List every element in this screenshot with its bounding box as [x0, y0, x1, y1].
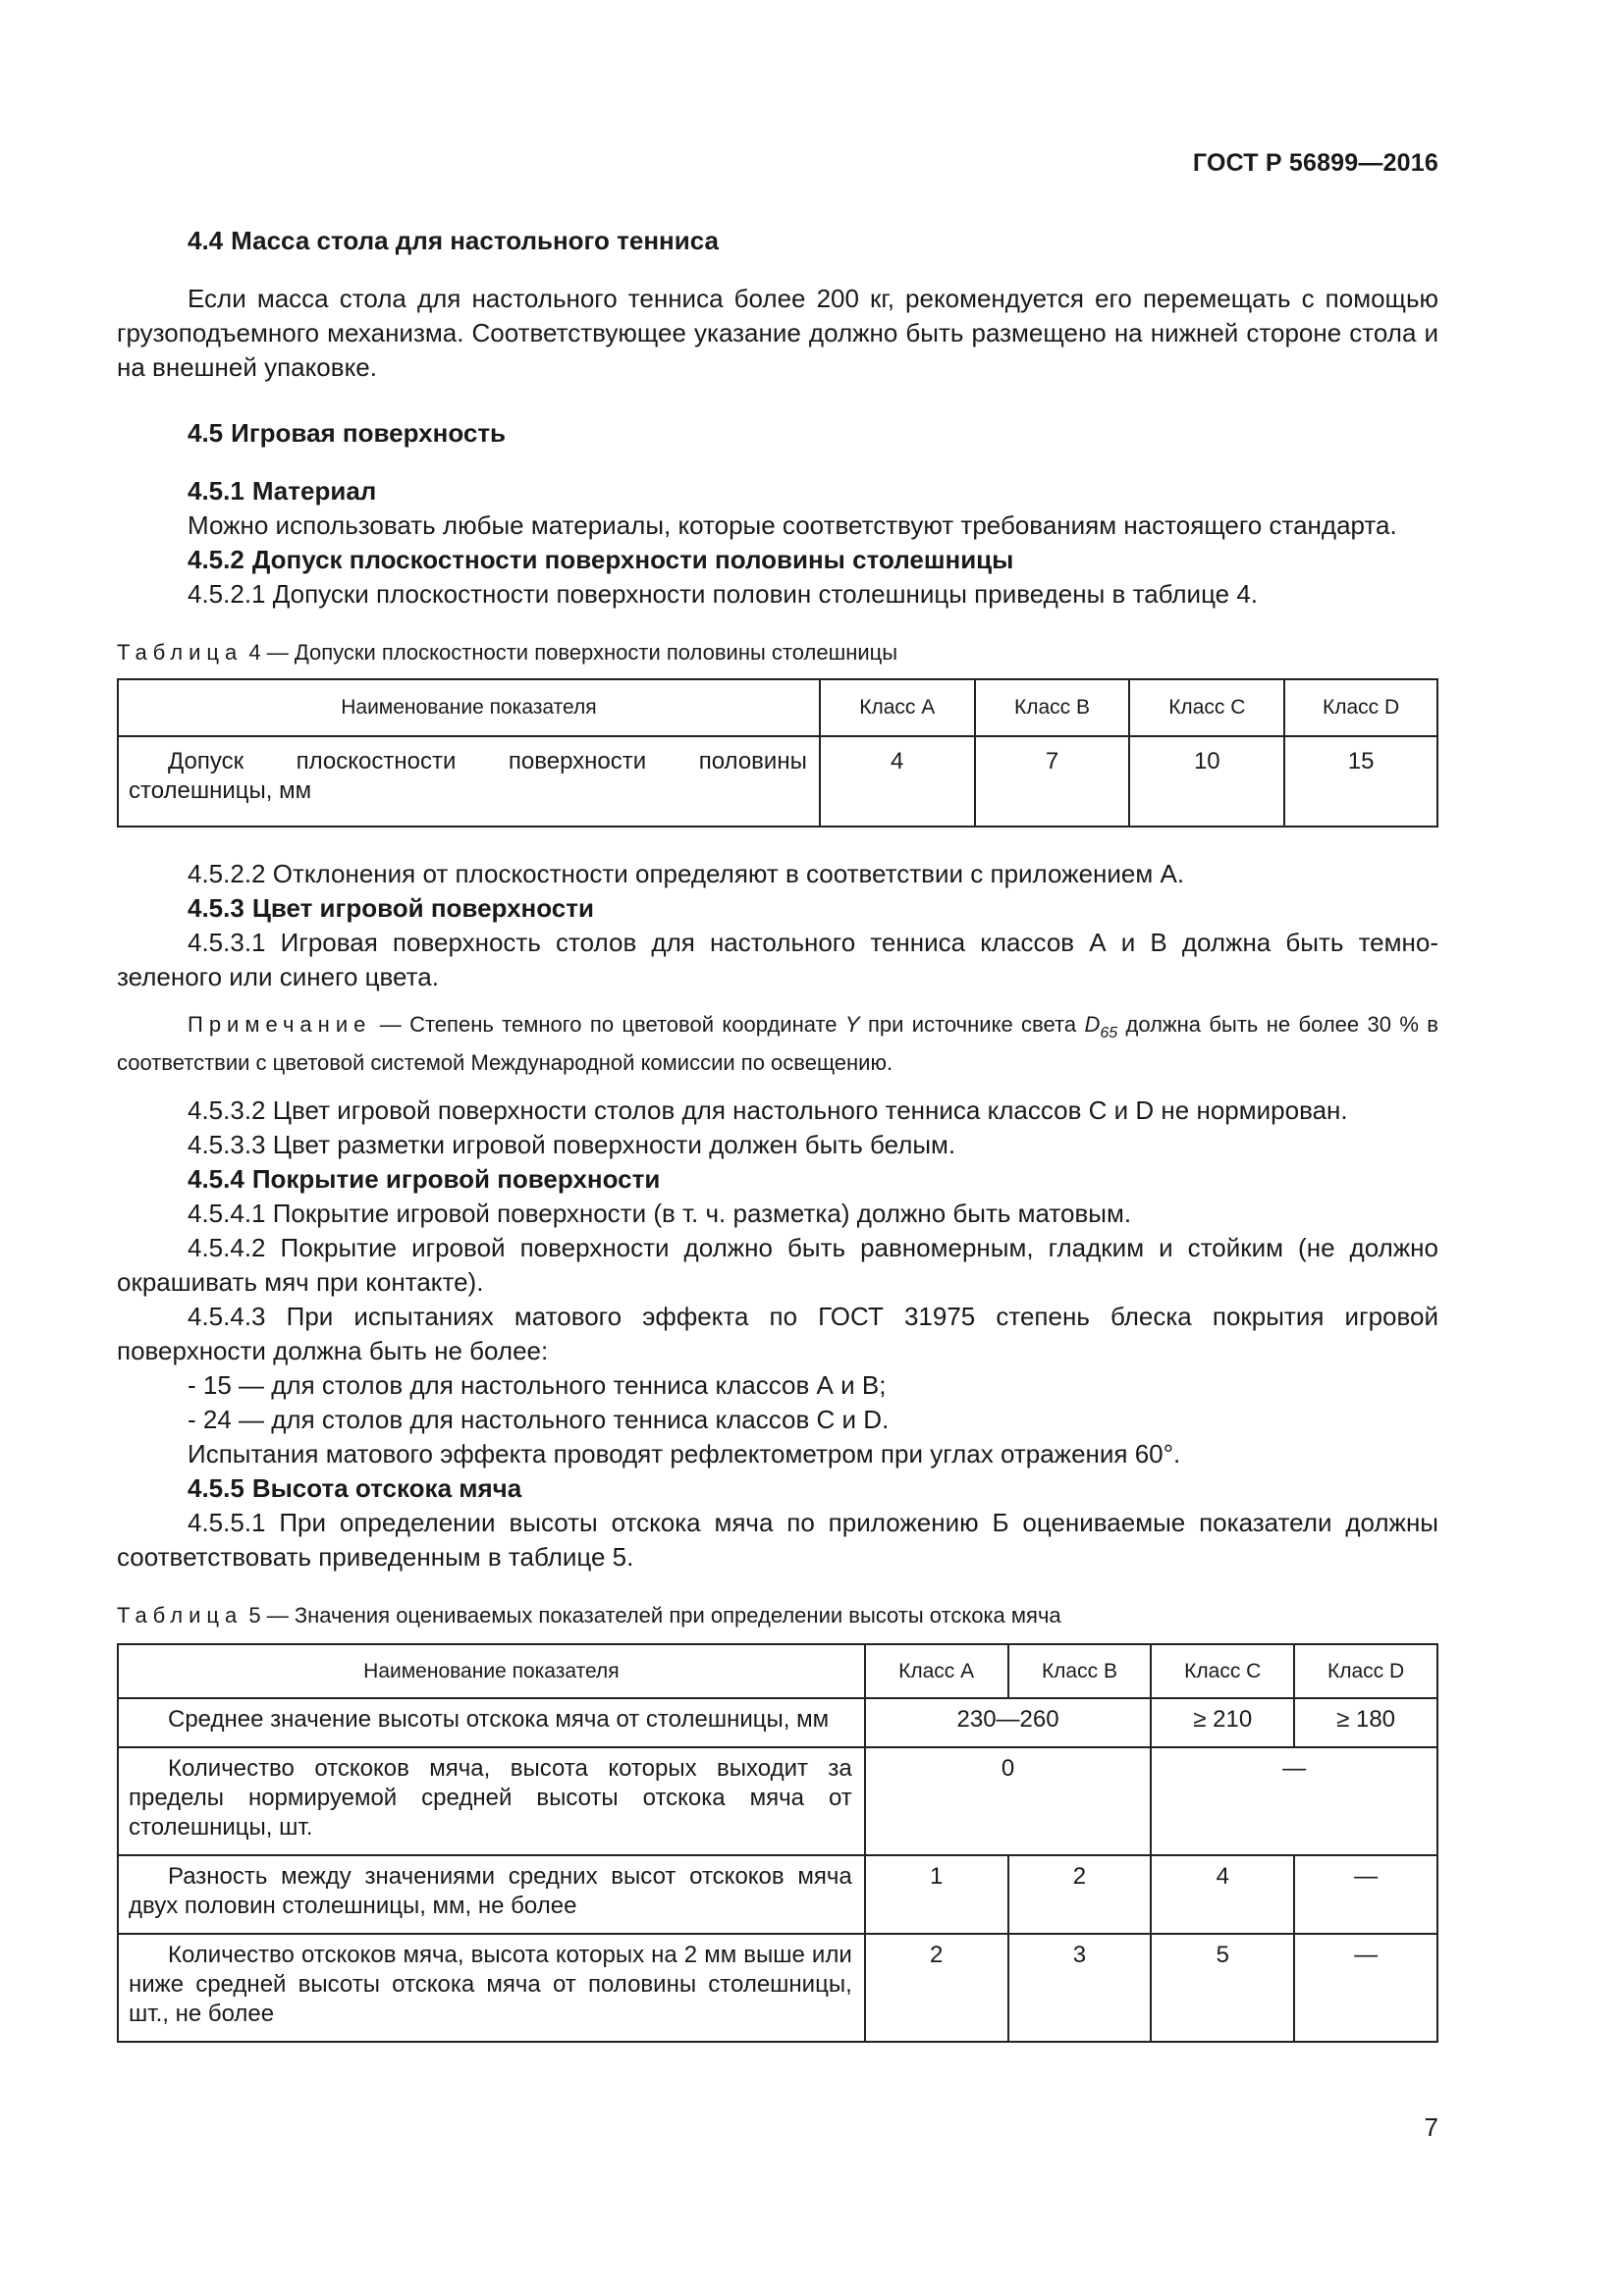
section-title: Высота отскока мяча [251, 1473, 522, 1503]
note [117, 1010, 1438, 1078]
section-title: Допуск плоскостности поверхности половины столешницы [251, 545, 1014, 574]
header-cell: Класс A [820, 679, 975, 736]
section-4-5-4-heading [117, 1162, 1438, 1197]
header-cell: Класс A [865, 1644, 1008, 1698]
paragraph-4-5-4-2: 4.5.4.2 Покрытие игровой поверхности должно быть равномерным, гладким и стойким (не должно окрашивать мяч при контакте). [117, 1233, 1438, 1297]
note-symbol: D [1084, 1012, 1101, 1037]
note-subscript: 65 [1100, 1025, 1118, 1041]
row-label-text: Разность между значениями средних высот отскоков мяча двух половин столешницы, мм, не более [129, 1863, 852, 1919]
note-label: Примечание [188, 1012, 372, 1037]
page-number: 7 [1424, 2112, 1438, 2142]
paragraph-4-5-3-3: 4.5.3.3 Цвет разметки игровой поверхности должен быть белым. [188, 1130, 956, 1159]
section-number: 4.5.4 [188, 1164, 244, 1194]
header-cell: Наименование показателя [118, 1644, 865, 1698]
table-cell: 4 [1151, 1855, 1294, 1934]
table-cell: 7 [975, 736, 1130, 827]
header-cell: Класс D [1294, 1644, 1437, 1698]
section-number: 4.5.1 [188, 476, 244, 506]
paragraph-4-5-4-1: 4.5.4.1 Покрытие игровой поверхности (в т. ч. разметка) должно быть матовым. [188, 1199, 1132, 1228]
section-number: 4.5.2 [188, 545, 244, 574]
header-cell: Класс C [1129, 679, 1284, 736]
row-label [118, 1698, 865, 1747]
section-title: Масса стола для настольного тенниса [231, 226, 719, 255]
table-5 [117, 1643, 1438, 2043]
list-item: - 24 — для столов для настольного тенниса классов С и D. [188, 1405, 890, 1434]
table-5-caption [117, 1602, 1438, 1629]
section-title: Игровая поверхность [231, 418, 507, 448]
table-cell: 2 [865, 1934, 1008, 2042]
table-cell: 5 [1151, 1934, 1294, 2042]
paragraph-4-5-5-1: 4.5.5.1 При определении высоты отскока мяча по приложению Б оцениваемые показатели должны соответствовать приведенным в таблице 5. [117, 1508, 1438, 1572]
paragraph-4-5-2-1: 4.5.2.1 Допуски плоскостности поверхности половин столешницы приведены в таблице 4. [188, 579, 1259, 609]
section-number: 4.4 [188, 226, 224, 255]
note-symbol: Y [844, 1012, 860, 1037]
header-cell: Класс B [975, 679, 1130, 736]
table-cell: 10 [1129, 736, 1284, 827]
table-4-caption [117, 639, 1438, 667]
section-4-5-1-text: Можно использовать любые материалы, которые соответствуют требованиям настоящего стандарта. [188, 510, 1397, 540]
caption-text: 5 — Значения оцениваемых показателей при определении высоты отскока мяча [248, 1603, 1061, 1628]
paragraph-4-5-2-2: 4.5.2.2 Отклонения от плоскостности определяют в соответствии с приложением А. [188, 859, 1185, 888]
row-label [118, 1747, 865, 1855]
caption-label: Таблица [117, 640, 244, 665]
table-cell: — [1294, 1934, 1437, 2042]
table-cell: 1 [865, 1855, 1008, 1934]
section-4-4-text: Если масса стола для настольного тенниса более 200 кг, рекомендуется его перемещать с помощью грузоподъемного механизма. Соответствующее указание должно быть размещено на нижней стороне стола и на внешней упаковке. [117, 284, 1438, 382]
list-item: - 15 — для столов для настольного тенниса классов А и В; [188, 1370, 887, 1400]
table-row [118, 1698, 1437, 1747]
table-cell: ≥ 180 [1294, 1698, 1437, 1747]
document-page [117, 0, 1438, 2296]
table-cell: 4 [820, 736, 975, 827]
row-label [118, 1934, 865, 2042]
row-label-text: Среднее значение высоты отскока мяча от столешницы, мм [168, 1706, 830, 1733]
table-row [118, 1855, 1437, 1934]
table-cell: — [1294, 1855, 1437, 1934]
note-text: при источнике света [859, 1012, 1085, 1037]
document-body [117, 224, 1438, 2043]
table-header-row [118, 679, 1437, 736]
table-row [118, 1747, 1437, 1855]
table-cell: 3 [1008, 1934, 1152, 2042]
document-code: ГОСТ Р 56899—2016 [1192, 149, 1438, 177]
table-row [118, 736, 1437, 827]
section-4-5-5-heading [117, 1471, 1438, 1506]
table-cell: — [1151, 1747, 1437, 1855]
note-text: должна быть не более 30 % в соответствии с цветовой системой Международной комиссии по освещению. [117, 1012, 1438, 1075]
row-label-text: Количество отскоков мяча, высота которых выходит за пределы нормируемой средней высоты отскока мяча от столешницы, шт. [129, 1755, 852, 1841]
table-header-row [118, 1644, 1437, 1698]
paragraph-4-5-3-1: 4.5.3.1 Игровая поверхность столов для настольного тенниса классов А и В должна быть темно-зеленого или синего цвета. [117, 928, 1438, 991]
row-label-text: Количество отскоков мяча, высота которых на 2 мм выше или ниже средней высоты отскока мяча от половины столешницы, шт., не более [129, 1942, 852, 2027]
table-cell: ≥ 210 [1151, 1698, 1294, 1747]
table-cell: 230—260 [865, 1698, 1152, 1747]
paragraph-4-5-4-3: 4.5.4.3 При испытаниях матового эффекта по ГОСТ 31975 степень блеска покрытия игровой поверхности должна быть не более: [117, 1302, 1438, 1365]
section-number: 4.5.3 [188, 893, 244, 923]
section-title: Покрытие игровой поверхности [251, 1164, 661, 1194]
paragraph-4-5-4-test: Испытания матового эффекта проводят рефлектометром при углах отражения 60°. [188, 1439, 1181, 1468]
section-number: 4.5.5 [188, 1473, 244, 1503]
header-cell: Класс D [1284, 679, 1437, 736]
table-cell: 15 [1284, 736, 1437, 827]
table-row [118, 1934, 1437, 2042]
section-number: 4.5 [188, 418, 224, 448]
header-cell: Класс B [1008, 1644, 1152, 1698]
table-cell: 0 [865, 1747, 1152, 1855]
section-4-5-heading [117, 416, 1438, 451]
header-cell: Класс C [1151, 1644, 1294, 1698]
section-4-4-heading [117, 224, 1438, 258]
caption-label: Таблица [117, 1603, 244, 1628]
section-title: Материал [251, 476, 377, 506]
caption-text: 4 — Допуски плоскостности поверхности половины столешницы [248, 640, 898, 665]
table-cell: 2 [1008, 1855, 1152, 1934]
section-4-5-1-heading [117, 474, 1438, 508]
row-label [118, 1855, 865, 1934]
section-4-5-2-heading [117, 543, 1438, 577]
paragraph-4-5-3-2: 4.5.3.2 Цвет игровой поверхности столов для настольного тенниса классов С и D не нормирован. [188, 1095, 1348, 1125]
note-text: — Степень темного по цветовой координате [371, 1012, 845, 1037]
table-4 [117, 678, 1438, 828]
header-cell: Наименование показателя [118, 679, 820, 736]
section-4-5-3-heading [117, 891, 1438, 926]
row-label [118, 736, 820, 827]
section-title: Цвет игровой поверхности [251, 893, 594, 923]
row-label-text: Допуск плоскостности поверхности половины столешницы, мм [129, 748, 807, 804]
